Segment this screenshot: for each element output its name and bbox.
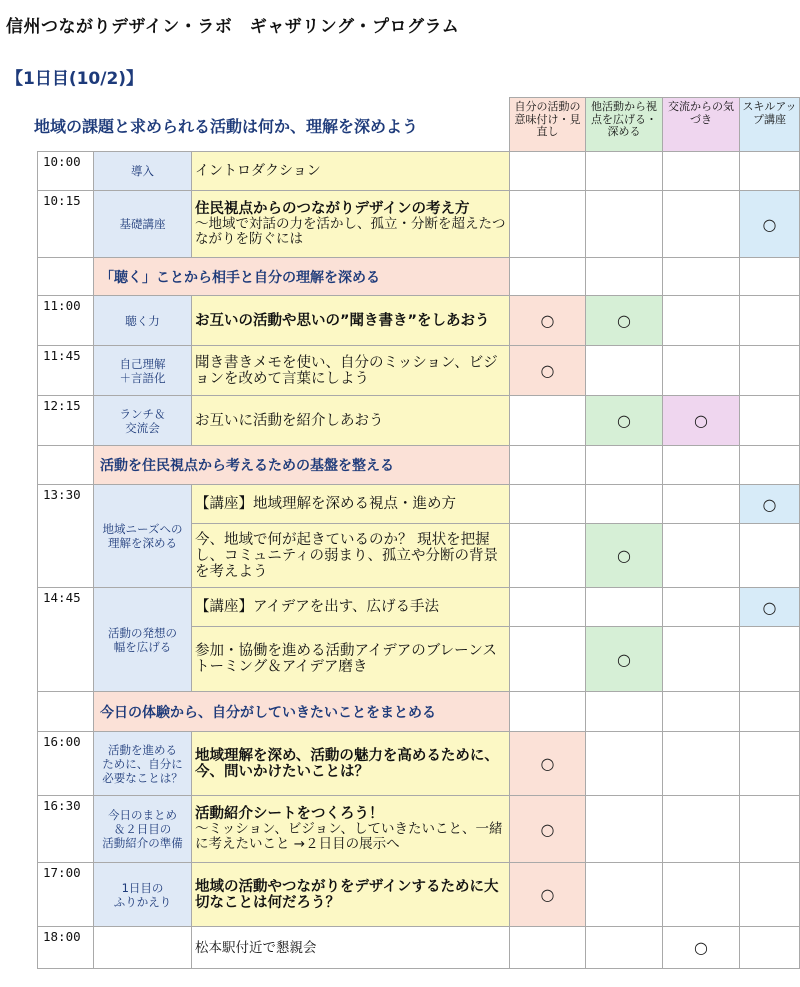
table-row [38, 796, 800, 863]
circle-mark: ○ [740, 191, 800, 258]
table-row [38, 396, 800, 446]
activity-text: 地域理解を深め、活動の魅力を高めるために、今、問いかけたいことは？ [195, 747, 499, 780]
activity-text: 活動紹介シートをつくろう！ [195, 806, 384, 822]
time-cell: 12:15 [38, 396, 94, 446]
activity-cell [192, 927, 510, 969]
activity-cell [192, 588, 510, 627]
activity-cell [192, 863, 510, 927]
circle-mark: ○ [586, 296, 663, 346]
section-heading: 活動を住民視点から考えるための基盤を整える [94, 446, 510, 485]
category-cell: 活動の発想の 幅を広げる [94, 588, 192, 692]
section-row [38, 446, 800, 485]
time-cell: 18:00 [38, 927, 94, 969]
circle-mark: ○ [663, 927, 740, 969]
section-row [38, 692, 800, 732]
activity-cell [192, 396, 510, 446]
time-cell: 16:00 [38, 732, 94, 796]
activity-text: 【講座】地域理解を深める視点・進め方 [195, 496, 456, 512]
table-row [38, 485, 800, 524]
header-row [38, 98, 800, 152]
activity-cell [192, 152, 510, 191]
category-cell: 導入 [94, 152, 192, 191]
activity-text: お互いに活動を紹介しあおう [195, 412, 384, 429]
activity-cell [192, 346, 510, 396]
circle-mark: ○ [740, 485, 800, 524]
main-theme: 地域の課題と求められる活動は何か、理解を深めよう [34, 117, 419, 136]
table-row [38, 732, 800, 796]
time-cell: 13:30 [38, 485, 94, 588]
activity-text: イントロダクション [195, 163, 321, 179]
time-cell: 11:00 [38, 296, 94, 346]
activity-text: 住民視点からのつながりデザインの考え方 [195, 201, 470, 217]
activity-text: 【講座】アイデアを出す、広げる手法 [195, 599, 440, 615]
activity-cell [192, 485, 510, 524]
activity-subtext: ～ミッション、ビジョン、していきたいこと、一緒に考えたいこと →２日目の展示へ [195, 821, 503, 852]
time-cell: 10:00 [38, 152, 94, 191]
column-header-self-meaning: 自分の活動の意味付け・見直し [510, 98, 586, 152]
table-row [38, 927, 800, 969]
day-heading: 【1日目(10/2)】 [6, 69, 144, 89]
activity-text: 今、地域で何が起きているのか？ 現状を把握し、コミュニティの弱まり、孤立や分断の背景を考えよう [195, 531, 499, 580]
activity-cell [192, 524, 510, 588]
circle-mark: ○ [663, 396, 740, 446]
circle-mark: ○ [510, 296, 586, 346]
table-row [38, 346, 800, 396]
circle-mark: ○ [510, 346, 586, 396]
category-cell: 自己理解 ＋言語化 [94, 346, 192, 396]
circle-mark: ○ [586, 627, 663, 692]
table-row [38, 296, 800, 346]
time-cell: 11:45 [38, 346, 94, 396]
column-header-broaden-view: 他活動から視点を広げる・深める [586, 98, 663, 152]
activity-text: お互いの活動や思いの”聞き書き”をしあおう [195, 312, 490, 329]
activity-text: 参加・協働を進める活動アイデアのブレーンストーミング＆アイデア磨き [195, 643, 497, 675]
activity-text: 地域の活動やつながりをデザインするために大切なことは何だろう？ [195, 878, 499, 911]
category-cell: 基礎講座 [94, 191, 192, 258]
category-cell: 地域ニーズへの 理解を深める [94, 485, 192, 588]
section-row [38, 258, 800, 296]
time-cell: 14:45 [38, 588, 94, 692]
activity-cell [192, 191, 510, 258]
table-row [38, 588, 800, 627]
circle-mark: ○ [586, 524, 663, 588]
activity-cell [192, 296, 510, 346]
activity-subtext: ～地域で対話の力を活かし、孤立・分断を超えたつながりを防ぐには [195, 216, 506, 247]
table-row [38, 191, 800, 258]
circle-mark: ○ [586, 396, 663, 446]
circle-mark: ○ [510, 796, 586, 863]
activity-cell [192, 796, 510, 863]
circle-mark: ○ [510, 732, 586, 796]
time-cell: 16:30 [38, 796, 94, 863]
column-header-exchange: 交流からの気づき [663, 98, 740, 152]
activity-text: 聞き書きメモを使い、自分のミッション、ビジョンを改めて言葉にしよう [195, 354, 498, 387]
column-header-skillup: スキルアップ講座 [740, 98, 800, 152]
table-row [38, 863, 800, 927]
activity-text: 松本駅付近で懇親会 [195, 939, 317, 956]
circle-mark: ○ [740, 588, 800, 627]
schedule-table [37, 97, 800, 969]
document-title: 信州つながりデザイン・ラボ ギャザリング・プログラム [6, 17, 460, 37]
activity-cell [192, 627, 510, 692]
category-cell: ランチ＆ 交流会 [94, 396, 192, 446]
table-row [38, 152, 800, 191]
time-cell: 17:00 [38, 863, 94, 927]
activity-cell [192, 732, 510, 796]
time-cell: 10:15 [38, 191, 94, 258]
category-cell: 今日のまとめ ＆２日目の 活動紹介の準備 [94, 796, 192, 863]
circle-mark: ○ [510, 863, 586, 927]
category-cell: 聴く力 [94, 296, 192, 346]
category-cell: 活動を進める ために、自分に 必要なことは？ [94, 732, 192, 796]
category-cell: 1日目の ふりかえり [94, 863, 192, 927]
section-heading: 「聴く」ことから相手と自分の理解を深める [94, 258, 510, 296]
section-heading: 今日の体験から、自分がしていきたいことをまとめる [94, 692, 510, 732]
